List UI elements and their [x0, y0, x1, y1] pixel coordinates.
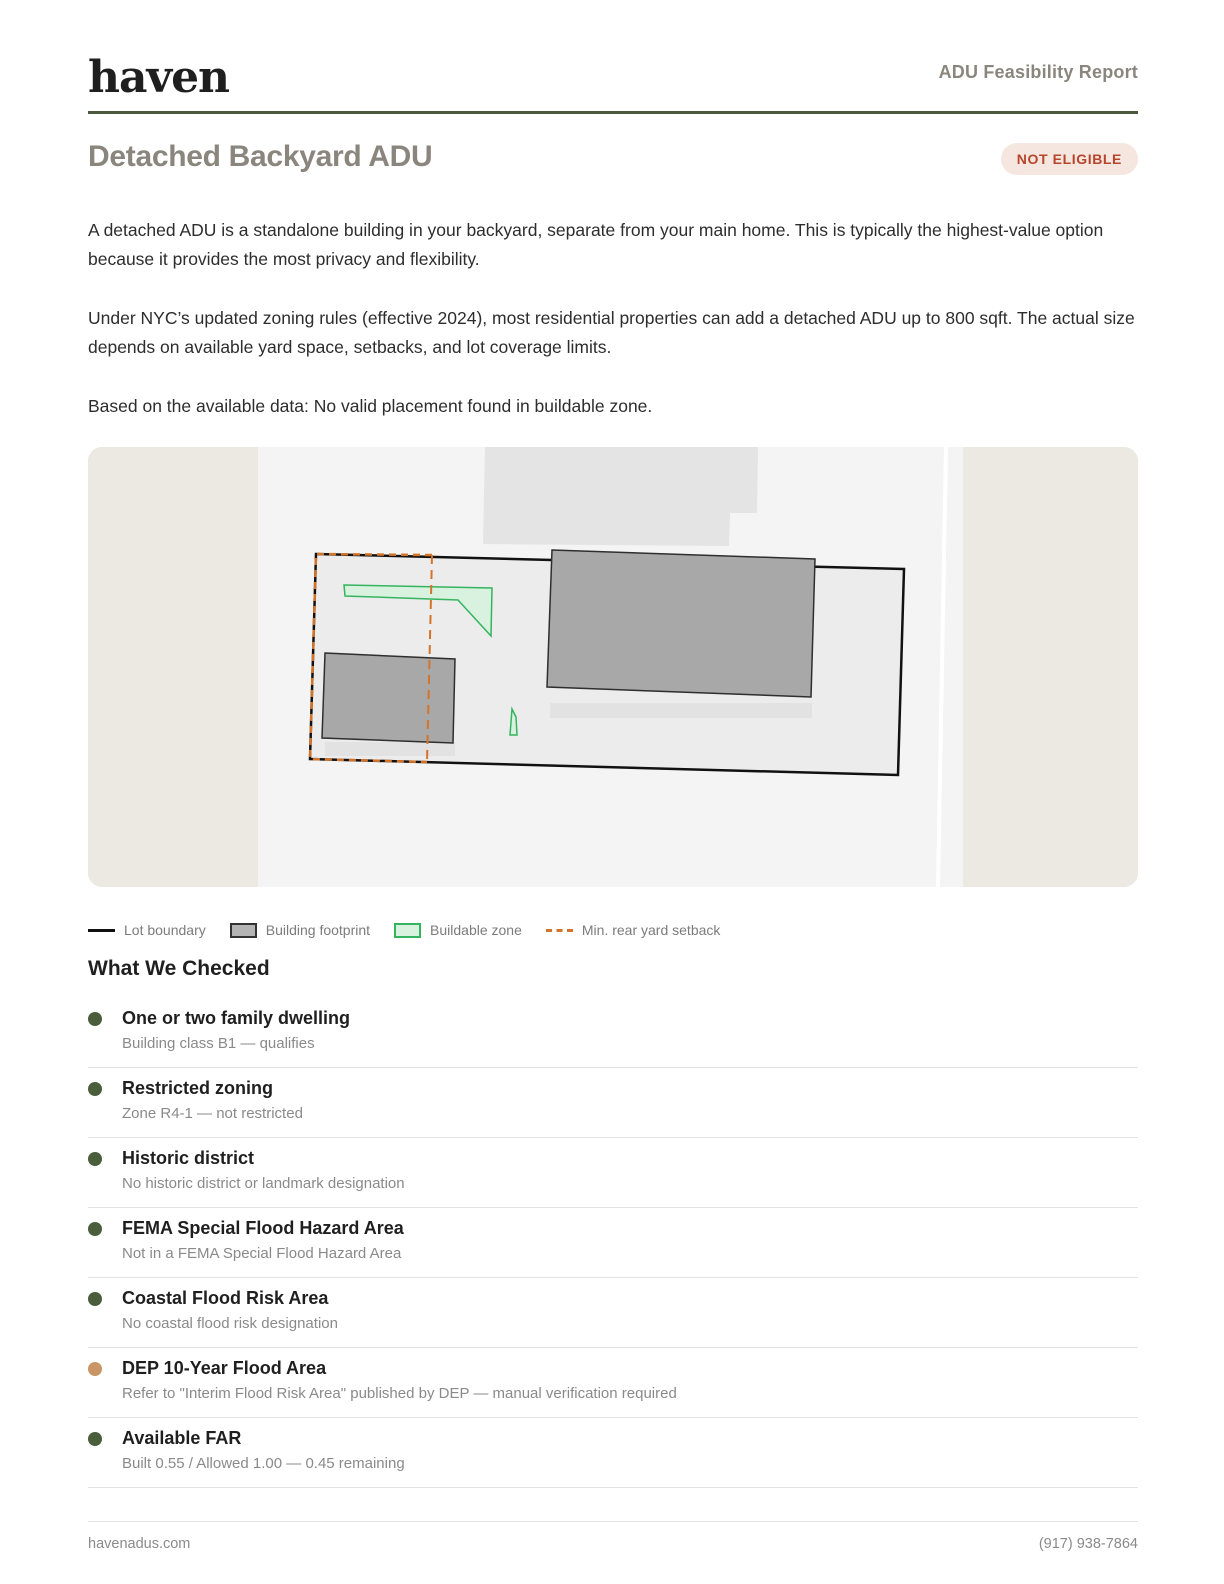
site-plan-map [88, 447, 1138, 887]
check-title: Restricted zoning [122, 1078, 274, 1098]
phone-text: (917) 938-7864 [1038, 1536, 1138, 1552]
check-title: One or two family dwelling [122, 1008, 351, 1028]
section-title: Detached Backyard ADU [88, 140, 433, 173]
check-description: Building class B1 — qualifies [122, 1035, 315, 1052]
check-description: Built 0.55 / Allowed 1.00 — 0.45 remaining [122, 1455, 405, 1472]
check-item [88, 1208, 1138, 1278]
haven-logo: haven [88, 52, 230, 103]
map-legend [88, 920, 744, 940]
zoning-paragraph: Under NYC’s updated zoning rules (effective 2024), most residential properties can add a detached ADU up to 800 sqft. The actual size depends on available yard space, setbacks, and lot coverage limits. [88, 308, 1135, 357]
check-item [88, 1138, 1138, 1208]
status-dot-icon [88, 1082, 102, 1096]
lot-boundary-swatch [88, 929, 115, 932]
website-text: havenadus.com [88, 1536, 191, 1552]
check-title: DEP 10-Year Flood Area [122, 1358, 327, 1378]
check-title: Available FAR [122, 1428, 242, 1448]
accessory-building-footprint [322, 653, 455, 743]
status-dot-icon [88, 1362, 102, 1376]
status-dot-icon [88, 1152, 102, 1166]
legend-label: Buildable zone [430, 922, 522, 938]
main-building-shadow [550, 703, 812, 718]
check-description: No historic district or landmark designation [122, 1175, 405, 1192]
status-dot-icon [88, 1012, 102, 1026]
status-dot-icon [88, 1222, 102, 1236]
neighbor-building [483, 447, 758, 546]
check-description: Not in a FEMA Special Flood Hazard Area [122, 1245, 402, 1262]
accessory-building-shadow [325, 742, 455, 756]
check-item [88, 1068, 1138, 1138]
section-title-row [88, 140, 1138, 180]
check-title: FEMA Special Flood Hazard Area [122, 1218, 404, 1238]
check-item [88, 1278, 1138, 1348]
description-paragraph: A detached ADU is a standalone building in your backyard, separate from your main home. This is typically the highest-value option because it provides the most privacy and flexibility. [88, 220, 1104, 269]
check-item [88, 1418, 1138, 1488]
legend-label: Min. rear yard setback [581, 922, 721, 938]
checks-list [88, 998, 1138, 1488]
status-dot-icon [88, 1432, 102, 1446]
check-title: Historic district [122, 1148, 255, 1168]
check-title: Coastal Flood Risk Area [122, 1288, 329, 1308]
status-badge: NOT ELIGIBLE [1001, 143, 1138, 175]
main-building-footprint [547, 550, 815, 697]
legend-building-footprint [230, 922, 370, 938]
check-description: Zone R4-1 — not restricted [122, 1105, 303, 1122]
report-footer [88, 1521, 1138, 1561]
report-header [88, 52, 1138, 114]
check-item [88, 1348, 1138, 1418]
legend-label: Lot boundary [124, 922, 206, 938]
checks-heading: What We Checked [88, 957, 270, 980]
legend-lot-boundary [88, 922, 206, 938]
legend-buildable-zone [394, 922, 522, 938]
buildable-zone-swatch [394, 923, 421, 938]
check-description: Refer to "Interim Flood Risk Area" published by DEP — manual verification required [122, 1385, 677, 1402]
rear-setback-swatch [546, 929, 573, 932]
legend-label: Building footprint [265, 922, 371, 938]
check-item [88, 998, 1138, 1068]
building-footprint-swatch [230, 923, 257, 938]
legend-rear-setback [546, 922, 721, 938]
result-paragraph: Based on the available data: No valid placement found in buildable zone. [88, 396, 653, 416]
site-plan-svg [88, 447, 1138, 887]
check-description: No coastal flood risk designation [122, 1315, 338, 1332]
status-dot-icon [88, 1292, 102, 1306]
report-title: ADU Feasibility Report [938, 62, 1138, 82]
